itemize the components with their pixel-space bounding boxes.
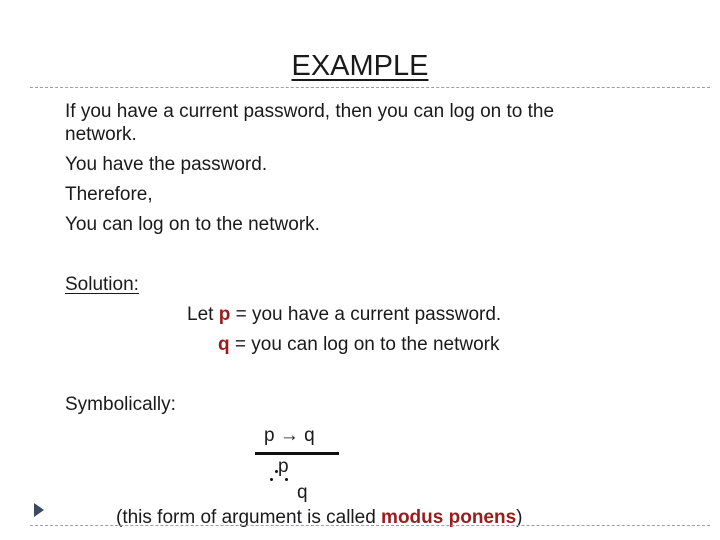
page-title: [0, 50, 720, 83]
premise-line-3: You have the password.: [65, 154, 268, 175]
caption-prefix: (this form of argument is called: [116, 507, 382, 528]
caption-term: modus ponens: [381, 507, 517, 528]
symbolic-conclusion-q: q: [297, 482, 308, 503]
top-divider: [30, 87, 710, 88]
therefore-dot-left: [270, 478, 273, 481]
symbolic-implication: p → q: [264, 425, 315, 446]
let-prefix: Let: [187, 304, 219, 325]
title-text: EXAMPLE: [291, 50, 429, 82]
bullet-arrow-icon: [34, 503, 44, 517]
bottom-divider: [30, 525, 710, 526]
premise-line-5: You can log on to the network.: [65, 214, 320, 235]
variable-q: q: [218, 334, 230, 355]
definition-p: [187, 303, 501, 326]
premise-line-4: Therefore,: [65, 184, 153, 205]
symbolic-bar: [255, 452, 339, 455]
premise-line-2: network.: [65, 124, 137, 145]
symbolically-label: Symbolically:: [65, 394, 176, 415]
definition-q-text: = you can log on to the network: [229, 334, 500, 355]
therefore-dot-top: [275, 470, 278, 473]
definition-p-text: = you have a current password.: [230, 304, 502, 325]
variable-p: p: [218, 304, 231, 325]
solution-label: Solution:: [65, 274, 139, 295]
premise-line-1: If you have a current password, then you can log on to the: [65, 101, 555, 122]
therefore-dot-right: [285, 478, 288, 481]
caption-suffix: ): [516, 507, 523, 528]
definition-q: [218, 333, 499, 356]
symbolic-premise-p: p: [278, 456, 289, 477]
